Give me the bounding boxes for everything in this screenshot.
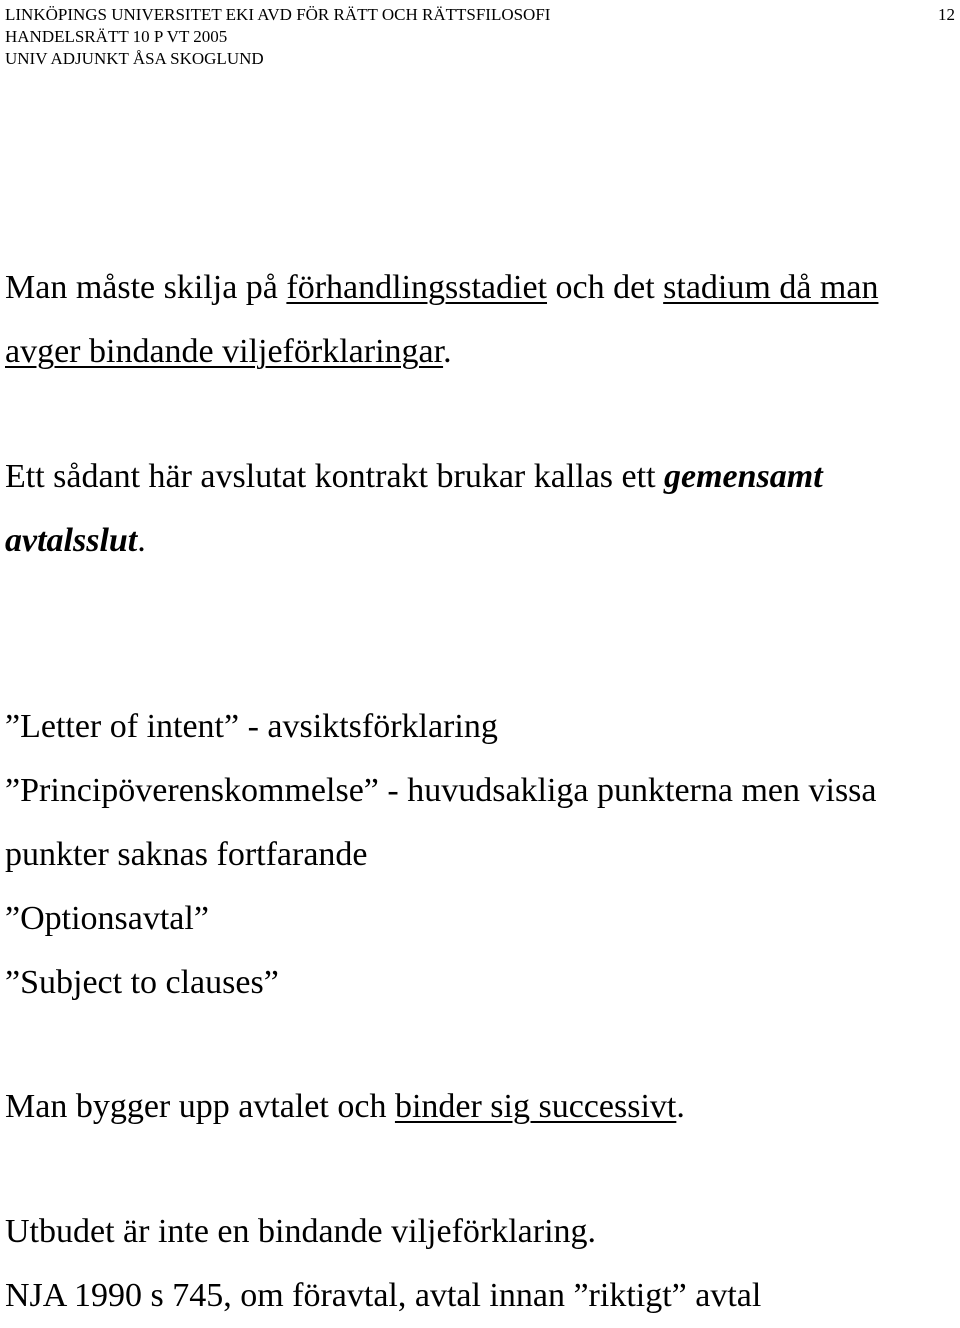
header-institution: LINKÖPINGS UNIVERSITET EKI AVD FÖR RÄTT OCH RÄTTSFILOSOFI xyxy=(5,5,551,24)
underlined-term: binder sig successivt xyxy=(394,1088,677,1125)
list-item: ”Subject to clauses” xyxy=(5,964,279,1001)
paragraph-case-reference: NJA 1990 s 745, om föravtal, avtal innan ”riktigt” avtal xyxy=(5,1277,762,1314)
header-author: UNIV ADJUNKT ÅSA SKOGLUND xyxy=(5,49,264,68)
list-item: ”Letter of intent” - avsiktsförklaring xyxy=(5,708,498,745)
text-run: Ett sådant här avslutat kontrakt brukar kallas ett xyxy=(5,458,665,495)
paragraph-negotiation-stage xyxy=(5,256,878,384)
page-header xyxy=(5,4,955,70)
underlined-term: avger bindande viljeförklaringar xyxy=(5,333,444,370)
emphasized-term: gemensamt xyxy=(664,458,823,495)
underlined-term: stadium då man xyxy=(663,269,879,306)
text-run: Man måste skilja på xyxy=(5,269,287,306)
paragraph-line xyxy=(5,509,823,573)
header-course: HANDELSRÄTT 10 P VT 2005 xyxy=(5,27,228,46)
paragraph-line xyxy=(5,256,878,320)
emphasized-term: avtalsslut xyxy=(5,522,138,559)
text-run: Man bygger upp avtalet och xyxy=(5,1088,395,1125)
paragraph-line xyxy=(5,320,878,384)
paragraph-offer: Utbudet är inte en bindande viljeförklaring. xyxy=(5,1213,597,1250)
paragraph-joint-agreement xyxy=(5,445,823,573)
text-run: och det xyxy=(547,269,664,306)
underlined-term: förhandlingsstadiet xyxy=(286,269,548,306)
text-run: . xyxy=(137,522,146,559)
agreement-types-list xyxy=(5,695,877,1015)
page-number: 12 xyxy=(938,5,955,24)
list-item: ”Principöverenskommelse” - huvudsakliga punkterna men vissa xyxy=(5,772,877,809)
paragraph-line xyxy=(5,445,823,509)
text-run: . xyxy=(676,1088,685,1125)
paragraph-successive-binding xyxy=(5,1075,685,1139)
list-item: punkter saknas fortfarande xyxy=(5,836,368,873)
list-item: ”Optionsavtal” xyxy=(5,900,209,937)
text-run: . xyxy=(443,333,452,370)
